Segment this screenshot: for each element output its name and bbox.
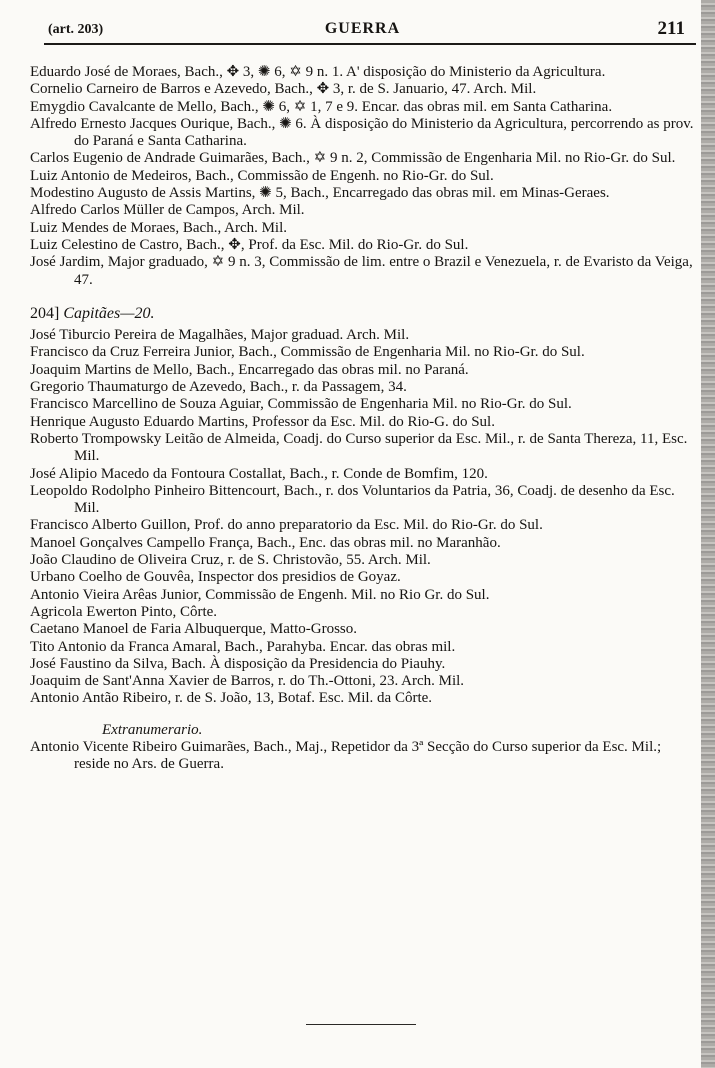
- article-reference: (art. 203): [48, 22, 104, 37]
- list-entry: Tito Antonio da Franca Amaral, Bach., Parahyba. Encar. das obras mil.: [30, 638, 456, 655]
- list-entry: Antonio Antão Ribeiro, r. de S. João, 13, Botaf. Esc. Mil. da Côrte.: [30, 690, 433, 707]
- closing-rule: [306, 1024, 416, 1025]
- extranumerario-entry: Antonio Vicente Ribeiro Guimarães, Bach., Maj., Repetidor da 3ª Secção do Curso superior da Esc. Mil.; reside no Ars. de Guerra.: [30, 738, 662, 773]
- list-entry: Henrique Augusto Eduardo Martins, Professor da Esc. Mil. do Rio-G. do Sul.: [30, 413, 495, 430]
- list-entry: Roberto Trompowsky Leitão de Almeida, Coadj. do Curso superior da Esc. Mil., r. de Santa Thereza, 11, Esc. Mil.: [30, 430, 688, 465]
- list-entry: João Claudino de Oliveira Cruz, r. de S. Christovão, 55. Arch. Mil.: [30, 552, 431, 569]
- list-entry: Francisco da Cruz Ferreira Junior, Bach., Commissão de Engenharia Mil. no Rio-Gr. do Sul.: [30, 344, 585, 361]
- running-title: GUERRA: [324, 20, 401, 37]
- section-number: 204]: [30, 304, 60, 322]
- list-entry: Gregorio Thaumaturgo de Azevedo, Bach., r. da Passagem, 34.: [30, 379, 407, 396]
- list-entry: Agricola Ewerton Pinto, Côrte.: [30, 603, 218, 620]
- list-entry: Francisco Marcellino de Souza Aguiar, Commissão de Engenharia Mil. no Rio-Gr. do Sul.: [30, 396, 572, 413]
- list-entry: Alfredo Ernesto Jacques Ourique, Bach., ✺ 6. À disposição do Ministerio da Agricultura, percorrendo as prov. do Paraná e Santa Catharina.: [30, 115, 694, 150]
- list-entry: Modestino Augusto de Assis Martins, ✺ 5, Bach., Encarregado das obras mil. em Minas-Geraes.: [30, 185, 610, 202]
- list-entry: José Faustino da Silva, Bach. À disposição da Presidencia do Piauhy.: [30, 655, 446, 672]
- list-entry: Emygdio Cavalcante de Mello, Bach., ✺ 6, ✡ 1, 7 e 9. Encar. das obras mil. em Santa Catharina.: [30, 98, 613, 115]
- list-entry: Antonio Vieira Arêas Junior, Commissão de Engenh. Mil. no Rio Gr. do Sul.: [30, 586, 490, 603]
- text-body: [30, 64, 695, 774]
- list-entry: Luiz Antonio de Medeiros, Bach., Commissão de Engenh. no Rio-Gr. do Sul.: [30, 167, 494, 184]
- list-entry: Leopoldo Rodolpho Pinheiro Bittencourt, Bach., r. dos Voluntarios da Patria, 36, Coadj. de desenho da Esc. Mil.: [30, 482, 675, 517]
- entry-list-group-2: [30, 327, 695, 708]
- list-entry: Francisco Alberto Guillon, Prof. do anno preparatorio da Esc. Mil. do Rio-Gr. do Sul.: [30, 517, 543, 534]
- list-entry: Cornelio Carneiro de Barros e Azevedo, Bach., ✥ 3, r. de S. Januario, 47. Arch. Mil.: [30, 81, 537, 98]
- header-rule: [44, 43, 696, 45]
- list-entry: Carlos Eugenio de Andrade Guimarães, Bach., ✡ 9 n. 2, Commissão de Engenharia Mil. no Rio-Gr. do Sul.: [30, 150, 676, 167]
- list-entry: Caetano Manoel de Faria Albuquerque, Matto-Grosso.: [30, 621, 358, 638]
- list-entry: José Jardim, Major graduado, ✡ 9 n. 3, Commissão de lim. entre o Brazil e Venezuela, r. de Evaristo da Veiga, 47.: [30, 254, 693, 288]
- list-entry: José Alipio Macedo da Fontoura Costallat, Bach., r. Conde de Bomfim, 120.: [30, 465, 488, 482]
- section-heading: [30, 305, 695, 322]
- extranumerario-heading: Extranumerario.: [102, 721, 203, 738]
- page-header: [40, 20, 685, 42]
- page-number: 211: [657, 18, 685, 39]
- list-entry: Urbano Coelho de Gouvêa, Inspector dos presidios de Goyaz.: [30, 569, 401, 586]
- list-entry: Eduardo José de Moraes, Bach., ✥ 3, ✺ 6, ✡ 9 n. 1. A' disposição do Ministerio da Agricultura.: [30, 64, 606, 80]
- list-entry: Luiz Celestino de Castro, Bach., ✥, Prof. da Esc. Mil. do Rio-Gr. do Sul.: [30, 236, 469, 253]
- list-entry: Joaquim de Sant'Anna Xavier de Barros, r. do Th.-Ottoni, 23. Arch. Mil.: [30, 673, 465, 690]
- entry-list-group-1: [30, 64, 695, 289]
- list-entry: Manoel Gonçalves Campello França, Bach., Enc. das obras mil. no Maranhão.: [30, 534, 501, 551]
- list-entry: Alfredo Carlos Müller de Campos, Arch. Mil.: [30, 202, 305, 219]
- section-title: Capitães—20.: [63, 304, 155, 322]
- list-entry: Luiz Mendes de Moraes, Bach., Arch. Mil.: [30, 219, 288, 236]
- list-entry: José Tiburcio Pereira de Magalhães, Major graduad. Arch. Mil.: [30, 327, 410, 344]
- list-entry: Joaquim Martins de Mello, Bach., Encarregado das obras mil. no Paraná.: [30, 361, 469, 378]
- scan-edge-shadow: [701, 0, 715, 1068]
